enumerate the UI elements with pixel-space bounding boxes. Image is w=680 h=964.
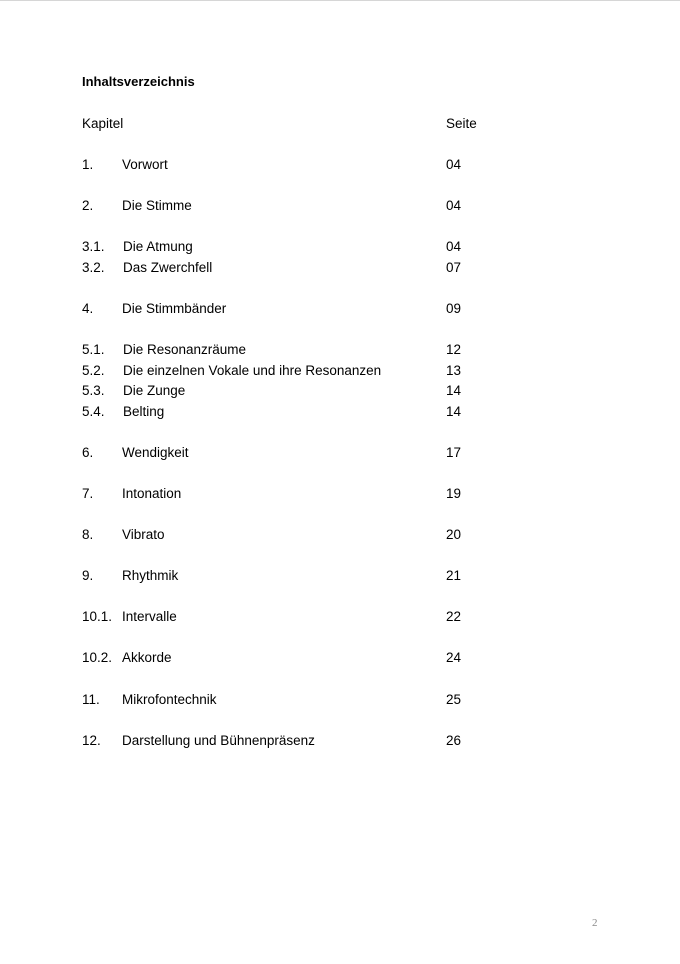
toc-entry-page: 07 [446,260,462,275]
toc-entry-number: 6. [82,445,94,460]
page-column-label: Seite [446,116,477,131]
toc-entry-number: 2. [82,198,94,213]
toc-entry-number: 9. [82,568,94,583]
toc-entry [82,362,502,380]
toc-entry-title: Die Stimmbänder [122,301,227,316]
toc-entry-title: Intonation [122,486,182,501]
toc-entry-title: Die Atmung [123,239,193,254]
toc-entry-page: 20 [446,527,462,542]
toc-entry [82,608,502,626]
toc-entry-page: 04 [446,198,462,213]
toc-entry-title: Die Resonanzräume [123,342,247,357]
toc-entry-page: 21 [446,568,462,583]
toc-entry [82,341,502,359]
toc-entry [82,382,502,400]
toc-entry-title: Akkorde [122,650,172,665]
toc-entry-page: 14 [446,404,462,419]
toc-entry-number: 10.2. [82,650,113,665]
toc-entry-page: 26 [446,733,462,748]
toc-entry-page: 17 [446,445,462,460]
toc-entry [82,259,502,277]
toc-entry [82,485,502,503]
toc-entry-number: 10.1. [82,609,113,624]
toc-entry [82,403,502,421]
toc-entry-title: Belting [123,404,165,419]
toc-entry [82,238,502,256]
toc-entry-title: Die Zunge [123,383,186,398]
toc-entry-title: Wendigkeit [122,445,189,460]
toc-entry-number: 7. [82,486,94,501]
toc-entry-page: 04 [446,157,462,172]
toc-entry-page: 12 [446,342,462,357]
toc-entry-number: 3.1. [82,239,105,254]
toc-entry-number: 11. [82,692,100,707]
toc-entry [82,197,502,215]
toc-entry-number: 8. [82,527,94,542]
toc-entry-page: 19 [446,486,462,501]
toc-entry [82,444,502,462]
toc-entry-page: 24 [446,650,462,665]
toc-entry-number: 5.1. [82,342,105,357]
toc-entry-title: Vorwort [122,157,168,172]
toc-entry-number: 3.2. [82,260,105,275]
toc-entry-title: Die Stimme [122,198,192,213]
toc-entry [82,691,502,709]
toc-entry [82,156,502,174]
toc-entry-page: 09 [446,301,462,316]
toc-entry-title: Vibrato [122,527,165,542]
page-number: 2 [592,917,598,929]
toc-entry-number: 12. [82,733,101,748]
toc-entry-title: Die einzelnen Vokale und ihre Resonanzen [123,363,382,378]
toc-entry-title: Das Zwerchfell [123,260,213,275]
toc-entry [82,567,502,585]
toc-entry [82,300,502,318]
toc-entry-title: Intervalle [122,609,177,624]
toc-entry-page: 22 [446,609,462,624]
toc-entry-number: 5.4. [82,404,105,419]
toc-header [82,116,502,132]
toc-entry-title: Mikrofontechnik [122,692,217,707]
toc-entry-number: 4. [82,301,94,316]
toc-entry-title: Darstellung und Bühnenpräsenz [122,733,315,748]
toc-entry-page: 25 [446,692,462,707]
page-title: Inhaltsverzeichnis [82,74,195,89]
toc-entry [82,649,502,667]
toc-entry-number: 5.2. [82,363,105,378]
toc-entry-number: 1. [82,157,94,172]
toc-entry-page: 14 [446,383,462,398]
chapter-column-label: Kapitel [82,116,124,131]
toc-entry-number: 5.3. [82,383,105,398]
toc-entry [82,526,502,544]
toc-entry-page: 04 [446,239,462,254]
toc-entry-title: Rhythmik [122,568,179,583]
toc-entry [82,732,502,750]
toc-entry-page: 13 [446,363,462,378]
